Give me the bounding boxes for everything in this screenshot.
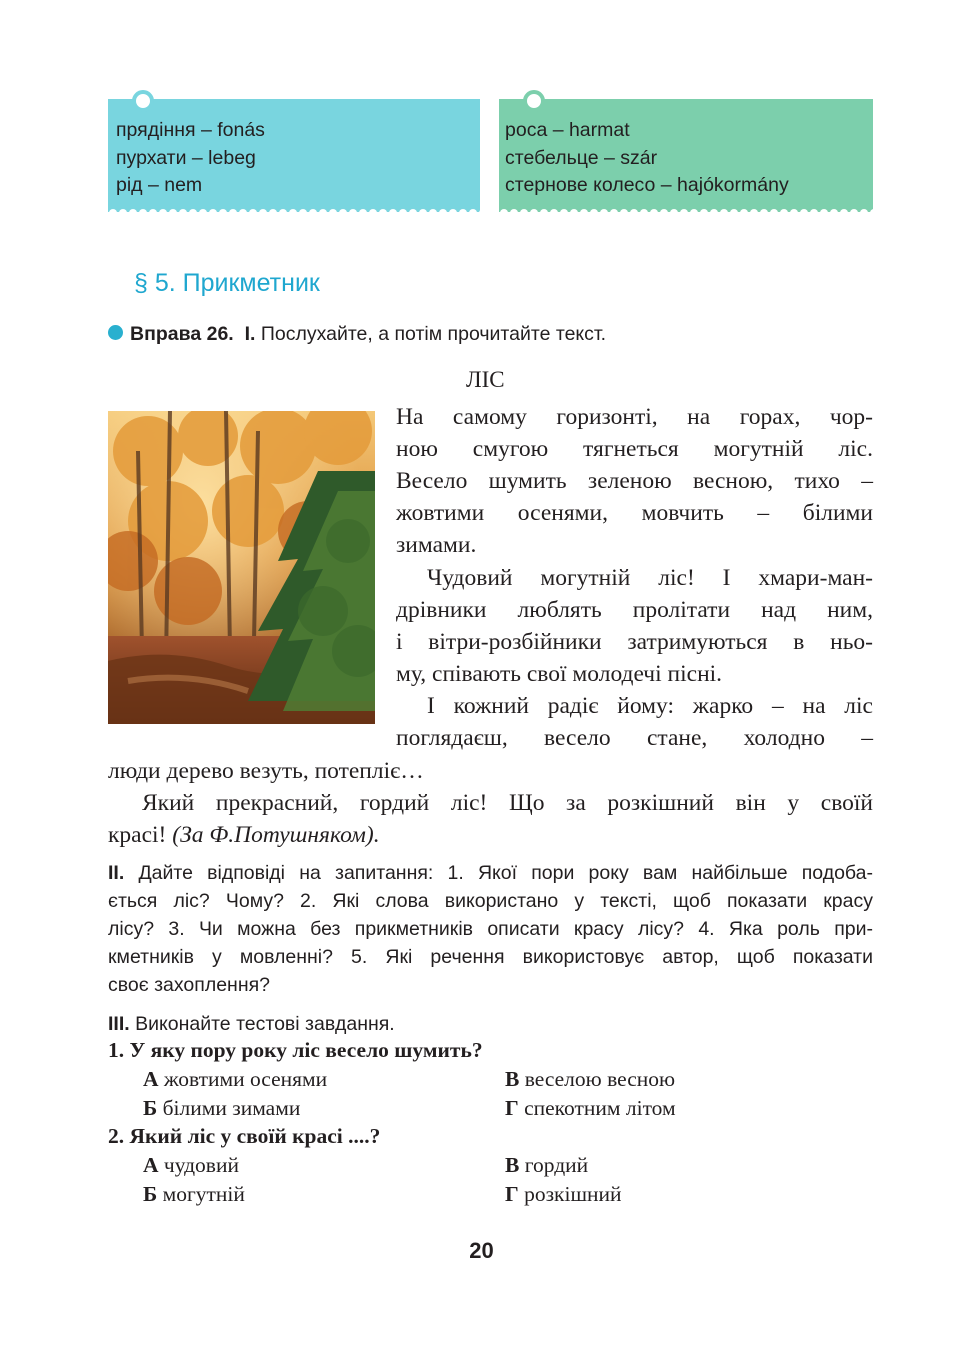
vocab-item: пурхати – lebeg [116,146,256,169]
test-option: В гордий [505,1153,589,1177]
text-title: ЛІС [466,367,505,392]
part-number: ІІ. [108,862,125,884]
text-line: Який прекрасний, гордий ліс! Що за розкішний він у своїй [142,790,873,816]
question-line: своє захоплення? [108,974,270,996]
page-number: 20 [469,1238,494,1263]
part-number: ІІІ. [108,1013,130,1035]
exercise-label: Вправа 26. [130,323,234,345]
test-option: В веселою весною [505,1067,676,1091]
test-question: 2. Який ліс у своїй красі ....? [108,1124,381,1148]
question-line [108,862,873,885]
test-option: Б могутній [143,1182,245,1206]
section-title: § 5. Прикметник [134,269,320,297]
test-option: Г спекотним літом [505,1096,676,1120]
text-line: жовтими осенями, мовчить – білими [396,500,873,526]
question-line: кметників у мовленні? 5. Які речення використовує автор, щоб показати [108,946,873,968]
scalloped-edge [499,205,873,213]
scalloped-edge [108,205,480,213]
text-line: дрівники люблять пролітати над ним, [396,597,873,623]
vocab-item: роса – harmat [505,119,630,141]
text-line: поглядаєш, весело стане, холодно – [396,725,873,751]
text-line: ною смугою тягнеться могутній ліс. [396,436,873,462]
test-option: Г розкішний [505,1182,622,1206]
text-line: му, співають свої молодечі пісні. [396,661,723,687]
text-line: зимами. [396,532,477,558]
text-line: На самому горизонті, на горах, чор- [396,404,873,430]
exercise-header [108,323,606,346]
text-line: люди дерево везуть, потепліє… [108,758,424,784]
vocab-box-left [108,99,480,212]
bullet-icon [108,325,123,340]
test-option: Б білими зимами [143,1096,301,1120]
question-text: Дайте відповіді на запитання: 1. Якої пори року вам найбільше подоба- [138,862,873,884]
vocab-item: рід – nem [116,174,203,196]
vocab-item: прядіння – fonás [116,119,265,141]
test-question: 1. У яку пору року ліс весело шумить? [108,1038,483,1062]
vocab-box-right [499,99,873,212]
test-option: А чудовий [143,1153,239,1177]
text-line-end: красі! [108,822,173,848]
text-line: Весело шумить зеленою весною, тихо – [396,468,873,494]
question-line: лісу? 3. Чи можна без прикметників описати красу лісу? 4. Яка роль при- [108,918,873,940]
test-option: А жовтими осенями [143,1067,328,1091]
text-line [108,820,380,850]
part-instruction: Виконайте тестові завдання. [135,1013,395,1035]
text-line: Чудовий могутній ліс! І хмари-ман- [427,565,873,591]
ring-icon [132,90,154,112]
vocab-item: стебельце – szár [505,146,658,169]
ring-icon [523,90,545,112]
part-instruction: Послухайте, а потім прочитайте текст. [260,323,607,345]
part-number: І. [244,323,256,345]
text-line: І кожний радіє йому: жарко – на ліс [427,693,873,719]
part3-header [108,1013,873,1036]
text-line: і вітри-розбійники затримуються в ньо- [396,629,873,655]
forest-photo [108,411,375,724]
question-line: ється ліс? Чому? 2. Які слова використано у тексті, щоб показати красу [108,890,873,912]
vocab-item: стернове колесо – hajókormány [505,174,789,196]
text-source: (За Ф.Потушняком). [172,822,380,848]
